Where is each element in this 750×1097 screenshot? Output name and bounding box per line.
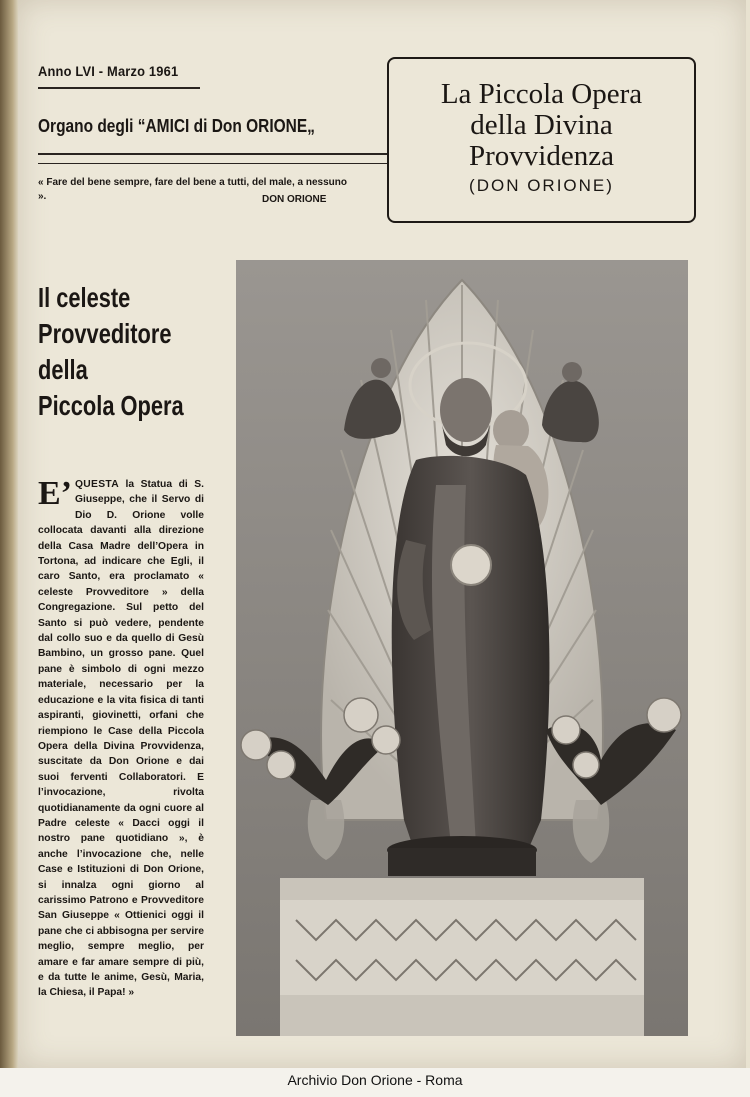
book-spine <box>0 0 18 1097</box>
drop-cap: E’ <box>38 475 72 512</box>
masthead-subtitle: (DON ORIONE) <box>469 176 614 195</box>
motto-author: DON ORIONE <box>262 194 327 205</box>
headline-line: Provveditore <box>38 318 172 349</box>
statue-illustration <box>236 260 688 1036</box>
divider <box>38 87 200 89</box>
article-headline <box>38 280 184 424</box>
statue-photo <box>236 260 688 1036</box>
headline-line: della <box>38 354 88 385</box>
headline-line: Piccola Opera <box>38 390 184 421</box>
publication-subtitle: Organo degli “AMICI di Don ORIONE„ <box>38 116 315 136</box>
article-body <box>38 477 204 1001</box>
archive-credit: Archivio Don Orione - Roma <box>287 1072 463 1088</box>
divider <box>38 163 388 164</box>
article-lead-word: QUESTA <box>75 479 119 490</box>
headline-line: Il celeste <box>38 282 131 313</box>
masthead-line: La Piccola Opera <box>440 78 643 110</box>
masthead-line: Provvidenza <box>469 140 614 172</box>
divider <box>38 153 388 155</box>
issue-date: Anno LVI - Marzo 1961 <box>38 63 179 79</box>
article-text: la Statua di S. Giuseppe, che il Servo di Dio D. Orione volle collocata davanti alla direzione della Casa Madre dell’Opera in Tortona, ad indicare che Egli, il caro Santo, era proclamato « celeste Provveditore » della Congregazione. Sul petto del Santo si può vedere, pendente dal collo suo e da quello di Gesù Bambino, un grosso pane. Quel pane è simbolo di ogni mezzo materiale, necessario per la educazione e la vita fisica di tanti aspiranti, giovinetti, orfani che riempiono le Case della Piccola Opera della Divina Provvidenza, suscitate da Don Orione e dai suoi ferventi Collaboratori. E l’invocazione, rivolta quotidianamente da ogni cuore al Padre celeste « Dacci oggi il nostro pane quotidiano », è anche l’invocazione che, nelle Case e Istituzioni di Don Orione, si innalza ogni giorno al carissimo Patrono e Provveditore San Giuseppe « Ottienici oggi il pane che ci abbisogna per servire meglio, sempre meglio, per amare e far amare sempre di più, e da tutte le anime, Gesù, Maria, la Chiesa, il Papa! » <box>38 479 204 999</box>
masthead-line: della Divina <box>470 109 613 141</box>
motto-quote: « Fare del bene sempre, fare del bene a tutti, del male, a nessuno ». <box>38 177 347 202</box>
masthead-box <box>387 57 696 223</box>
